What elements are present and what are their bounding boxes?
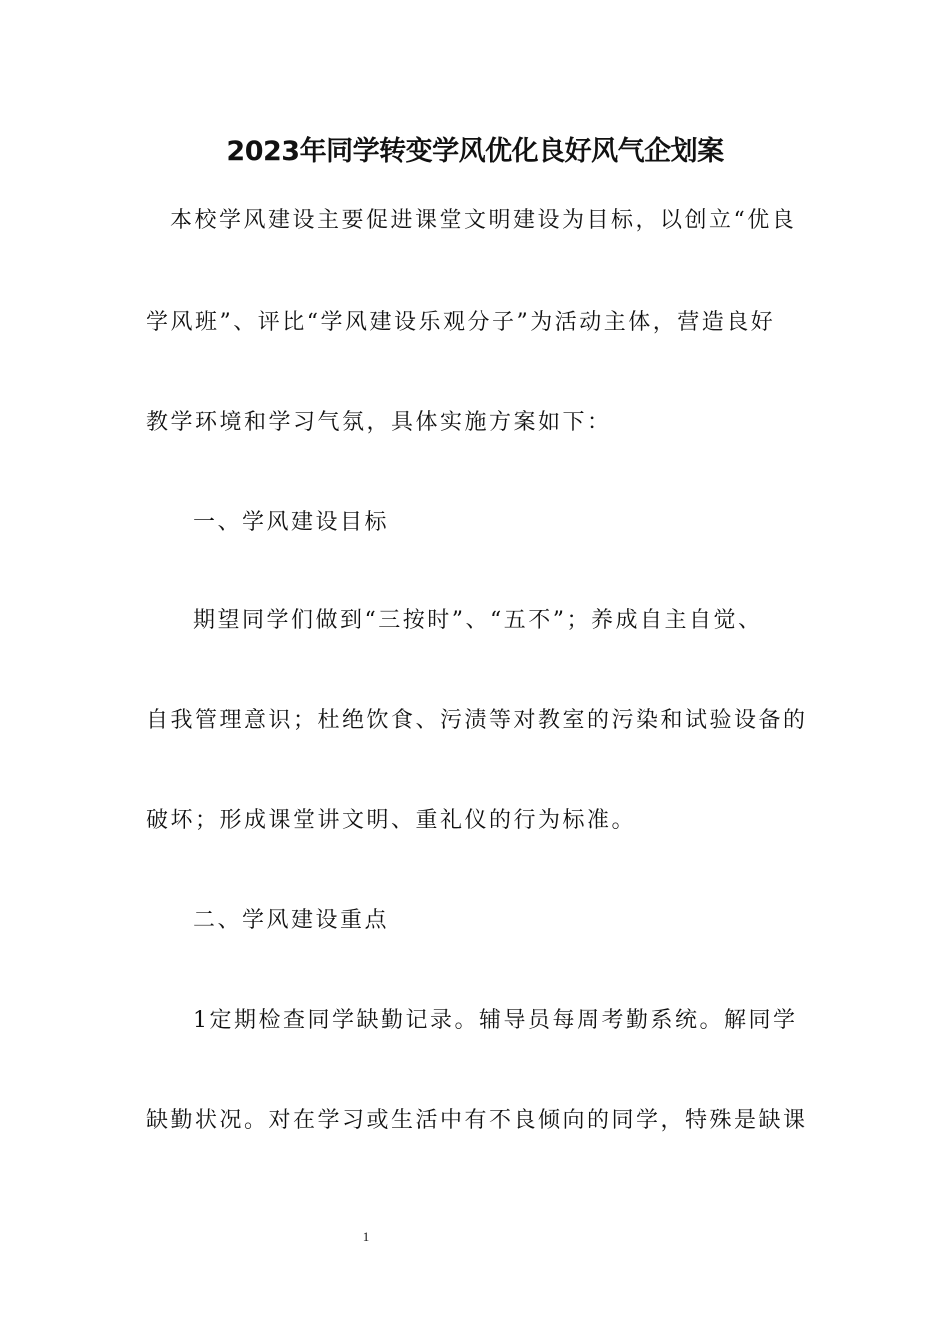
document-title: 2023年同学转变学风优化良好风气企划案 — [226, 136, 724, 167]
paragraph-line: 教学环境和学习气氛，具体实施方案如下： — [146, 410, 612, 435]
paragraph-line: 1定期检查同学缺勤记录。辅导员每周考勤系统。解同学 — [193, 1008, 798, 1033]
paragraph-line: 学风班”、评比“学风建设乐观分子”为活动主体，营造良好 — [146, 310, 776, 335]
section-heading: 一、学风建设目标 — [193, 510, 390, 535]
paragraph-line: 自我管理意识；杜绝饮食、污渍等对教室的污染和试验设备的 — [146, 708, 808, 733]
paragraph-line: 破坏；形成课堂讲文明、重礼仪的行为标准。 — [146, 808, 637, 833]
page-number: 1 — [362, 1229, 370, 1244]
paragraph-line: 本校学风建设主要促进课堂文明建设为目标，以创立“优良 — [170, 208, 797, 233]
section-heading: 二、学风建设重点 — [193, 908, 390, 933]
paragraph-line: 缺勤状况。对在学习或生活中有不良倾向的同学，特殊是缺课 — [146, 1108, 808, 1133]
paragraph-line: 期望同学们做到“三按时”、“五不”；养成自主自觉、 — [193, 608, 763, 633]
